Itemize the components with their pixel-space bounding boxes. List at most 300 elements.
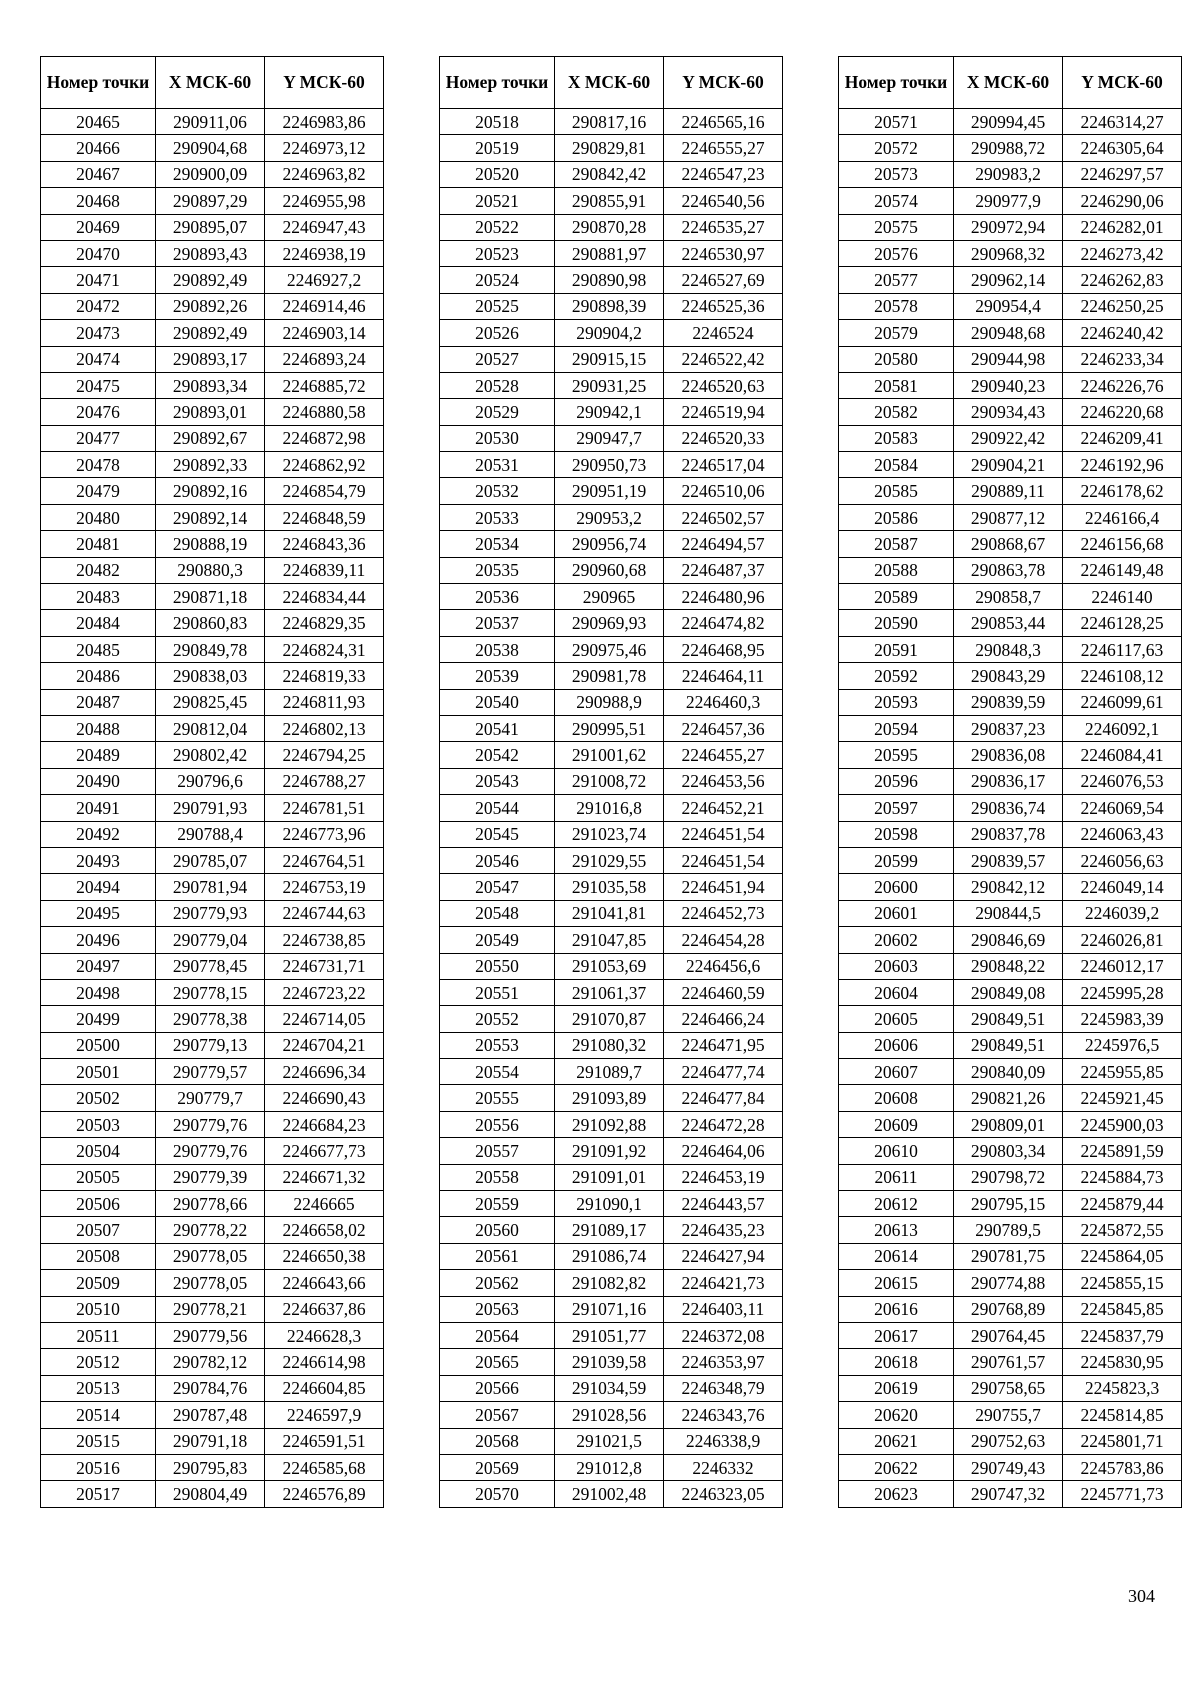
table-row: [839, 452, 1182, 478]
cell-point-number: 20563: [440, 1296, 555, 1322]
table-row: [839, 320, 1182, 346]
cell-y-coordinate: 2246012,17: [1063, 953, 1182, 979]
cell-point-number: 20562: [440, 1270, 555, 1296]
table-row: [41, 267, 384, 293]
cell-x-coordinate: 290889,11: [954, 478, 1063, 504]
table-row: [440, 478, 783, 504]
cell-point-number: 20474: [41, 346, 156, 372]
cell-point-number: 20540: [440, 689, 555, 715]
cell-point-number: 20524: [440, 267, 555, 293]
table-row: [41, 1402, 384, 1428]
table-row: [440, 425, 783, 451]
cell-y-coordinate: 2246738,85: [265, 927, 384, 953]
cell-y-coordinate: 2246547,23: [664, 161, 783, 187]
cell-point-number: 20606: [839, 1032, 954, 1058]
cell-point-number: 20493: [41, 847, 156, 873]
cell-y-coordinate: 2246802,13: [265, 715, 384, 741]
table-row: [440, 1138, 783, 1164]
cell-y-coordinate: 2246665: [265, 1191, 384, 1217]
table-row: [839, 478, 1182, 504]
cell-y-coordinate: 2246614,98: [265, 1349, 384, 1375]
table-row: [839, 1375, 1182, 1401]
cell-x-coordinate: 290840,09: [954, 1059, 1063, 1085]
cell-point-number: 20530: [440, 425, 555, 451]
cell-point-number: 20516: [41, 1454, 156, 1480]
cell-point-number: 20580: [839, 346, 954, 372]
table-row: [440, 1349, 783, 1375]
cell-x-coordinate: 290789,5: [954, 1217, 1063, 1243]
cell-x-coordinate: 290922,42: [954, 425, 1063, 451]
cell-point-number: 20607: [839, 1059, 954, 1085]
cell-y-coordinate: 2246435,23: [664, 1217, 783, 1243]
table-row: [440, 161, 783, 187]
cell-x-coordinate: 290836,17: [954, 768, 1063, 794]
cell-point-number: 20578: [839, 293, 954, 319]
table-row: [41, 584, 384, 610]
cell-y-coordinate: 2246535,27: [664, 214, 783, 240]
cell-point-number: 20577: [839, 267, 954, 293]
cell-y-coordinate: 2246540,56: [664, 188, 783, 214]
cell-point-number: 20548: [440, 900, 555, 926]
table-row: [440, 188, 783, 214]
cell-x-coordinate: 290892,16: [156, 478, 265, 504]
table-row: [839, 1059, 1182, 1085]
cell-y-coordinate: 2246039,2: [1063, 900, 1182, 926]
cell-y-coordinate: 2246650,38: [265, 1243, 384, 1269]
table-row: [440, 1191, 783, 1217]
cell-x-coordinate: 291028,56: [555, 1402, 664, 1428]
cell-y-coordinate: 2246781,51: [265, 795, 384, 821]
table-row: [839, 346, 1182, 372]
cell-y-coordinate: 2246527,69: [664, 267, 783, 293]
cell-x-coordinate: 290911,06: [156, 109, 265, 135]
cell-point-number: 20525: [440, 293, 555, 319]
table-row: [440, 372, 783, 398]
cell-y-coordinate: 2246487,37: [664, 557, 783, 583]
cell-y-coordinate: 2245814,85: [1063, 1402, 1182, 1428]
table-row: [41, 240, 384, 266]
table-row: [839, 135, 1182, 161]
cell-x-coordinate: 290960,68: [555, 557, 664, 583]
cell-y-coordinate: 2246156,68: [1063, 531, 1182, 557]
cell-y-coordinate: 2246938,19: [265, 240, 384, 266]
cell-x-coordinate: 291091,92: [555, 1138, 664, 1164]
table-row: [41, 874, 384, 900]
cell-x-coordinate: 291021,5: [555, 1428, 664, 1454]
cell-x-coordinate: 290779,04: [156, 927, 265, 953]
cell-y-coordinate: 2246517,04: [664, 452, 783, 478]
cell-y-coordinate: 2246166,4: [1063, 504, 1182, 530]
table-row: [839, 1428, 1182, 1454]
cell-point-number: 20544: [440, 795, 555, 821]
table-row: [839, 1243, 1182, 1269]
page-number: 304: [1128, 1586, 1155, 1606]
cell-point-number: 20553: [440, 1032, 555, 1058]
table-row: [41, 214, 384, 240]
cell-y-coordinate: 2246472,28: [664, 1111, 783, 1137]
table-row: [41, 1085, 384, 1111]
cell-x-coordinate: 290895,07: [156, 214, 265, 240]
cell-x-coordinate: 290774,88: [954, 1270, 1063, 1296]
cell-point-number: 20499: [41, 1006, 156, 1032]
cell-x-coordinate: 290904,68: [156, 135, 265, 161]
cell-x-coordinate: 290752,63: [954, 1428, 1063, 1454]
table-row: [41, 663, 384, 689]
cell-point-number: 20468: [41, 188, 156, 214]
table-row: [839, 821, 1182, 847]
cell-x-coordinate: 290795,15: [954, 1191, 1063, 1217]
cell-point-number: 20487: [41, 689, 156, 715]
table-row: [440, 979, 783, 1005]
table-row: [41, 689, 384, 715]
table-row: [839, 1454, 1182, 1480]
table-row: [839, 504, 1182, 530]
cell-y-coordinate: 2246348,79: [664, 1375, 783, 1401]
table-row: [839, 267, 1182, 293]
table-row: [41, 293, 384, 319]
cell-y-coordinate: 2246973,12: [265, 135, 384, 161]
cell-x-coordinate: 290779,93: [156, 900, 265, 926]
cell-x-coordinate: 291012,8: [555, 1454, 664, 1480]
cell-y-coordinate: 2246453,19: [664, 1164, 783, 1190]
cell-y-coordinate: 2245995,28: [1063, 979, 1182, 1005]
cell-point-number: 20536: [440, 584, 555, 610]
cell-y-coordinate: 2246885,72: [265, 372, 384, 398]
cell-x-coordinate: 290956,74: [555, 531, 664, 557]
cell-point-number: 20605: [839, 1006, 954, 1032]
cell-point-number: 20494: [41, 874, 156, 900]
cell-x-coordinate: 290892,67: [156, 425, 265, 451]
table-row: [41, 425, 384, 451]
cell-x-coordinate: 290837,78: [954, 821, 1063, 847]
table-row: [440, 214, 783, 240]
cell-y-coordinate: 2246108,12: [1063, 663, 1182, 689]
cell-y-coordinate: 2246466,24: [664, 1006, 783, 1032]
cell-point-number: 20570: [440, 1481, 555, 1507]
cell-point-number: 20512: [41, 1349, 156, 1375]
cell-y-coordinate: 2246451,54: [664, 821, 783, 847]
cell-y-coordinate: 2246829,35: [265, 610, 384, 636]
table-row: [440, 135, 783, 161]
header-point-number: Номер точки: [440, 57, 555, 109]
table-row: [440, 531, 783, 557]
cell-x-coordinate: 290965: [555, 584, 664, 610]
cell-point-number: 20483: [41, 584, 156, 610]
cell-point-number: 20598: [839, 821, 954, 847]
cell-point-number: 20511: [41, 1322, 156, 1348]
cell-x-coordinate: 290940,23: [954, 372, 1063, 398]
cell-point-number: 20542: [440, 742, 555, 768]
cell-x-coordinate: 290778,05: [156, 1243, 265, 1269]
cell-point-number: 20549: [440, 927, 555, 953]
cell-x-coordinate: 290846,69: [954, 927, 1063, 953]
table-row: [41, 188, 384, 214]
table-row: [839, 636, 1182, 662]
cell-y-coordinate: 2246305,64: [1063, 135, 1182, 161]
cell-point-number: 20520: [440, 161, 555, 187]
header-y-msk60: Y МСК-60: [664, 57, 783, 109]
cell-y-coordinate: 2246510,06: [664, 478, 783, 504]
cell-point-number: 20608: [839, 1085, 954, 1111]
cell-y-coordinate: 2246455,27: [664, 742, 783, 768]
cell-x-coordinate: 290898,39: [555, 293, 664, 319]
table-row: [41, 1375, 384, 1401]
cell-x-coordinate: 290778,22: [156, 1217, 265, 1243]
cell-y-coordinate: 2246788,27: [265, 768, 384, 794]
table-row: [41, 715, 384, 741]
cell-y-coordinate: 2245976,5: [1063, 1032, 1182, 1058]
cell-y-coordinate: 2246773,96: [265, 821, 384, 847]
cell-y-coordinate: 2246297,57: [1063, 161, 1182, 187]
cell-y-coordinate: 2246764,51: [265, 847, 384, 873]
cell-x-coordinate: 290843,29: [954, 663, 1063, 689]
cell-x-coordinate: 290848,3: [954, 636, 1063, 662]
table-row: [41, 927, 384, 953]
cell-x-coordinate: 290755,7: [954, 1402, 1063, 1428]
cell-point-number: 20600: [839, 874, 954, 900]
table-row: [440, 715, 783, 741]
cell-y-coordinate: 2245830,95: [1063, 1349, 1182, 1375]
cell-point-number: 20479: [41, 478, 156, 504]
cell-y-coordinate: 2246468,95: [664, 636, 783, 662]
cell-y-coordinate: 2246848,59: [265, 504, 384, 530]
cell-point-number: 20488: [41, 715, 156, 741]
cell-x-coordinate: 290817,16: [555, 109, 664, 135]
cell-point-number: 20535: [440, 557, 555, 583]
cell-x-coordinate: 290892,26: [156, 293, 265, 319]
cell-x-coordinate: 290781,75: [954, 1243, 1063, 1269]
cell-point-number: 20568: [440, 1428, 555, 1454]
table-row: [839, 1217, 1182, 1243]
cell-point-number: 20566: [440, 1375, 555, 1401]
cell-y-coordinate: 2245864,05: [1063, 1243, 1182, 1269]
table-row: [440, 109, 783, 135]
table-row: [839, 927, 1182, 953]
cell-point-number: 20559: [440, 1191, 555, 1217]
cell-y-coordinate: 2246178,62: [1063, 478, 1182, 504]
table-row: [440, 610, 783, 636]
header-point-number: Номер точки: [839, 57, 954, 109]
table-row: [41, 1481, 384, 1507]
cell-y-coordinate: 2246471,95: [664, 1032, 783, 1058]
cell-x-coordinate: 290892,49: [156, 267, 265, 293]
table-row: [41, 1349, 384, 1375]
table-row: [839, 1032, 1182, 1058]
cell-y-coordinate: 2246576,89: [265, 1481, 384, 1507]
table-row: [41, 1032, 384, 1058]
cell-point-number: 20477: [41, 425, 156, 451]
cell-y-coordinate: 2246658,02: [265, 1217, 384, 1243]
table-row: [440, 1428, 783, 1454]
cell-point-number: 20514: [41, 1402, 156, 1428]
cell-x-coordinate: 291001,62: [555, 742, 664, 768]
table-row: [41, 953, 384, 979]
cell-point-number: 20573: [839, 161, 954, 187]
table-row: [839, 1164, 1182, 1190]
cell-point-number: 20521: [440, 188, 555, 214]
cell-point-number: 20466: [41, 135, 156, 161]
cell-point-number: 20541: [440, 715, 555, 741]
table-row: [440, 1454, 783, 1480]
table-row: [440, 399, 783, 425]
cell-x-coordinate: 290779,7: [156, 1085, 265, 1111]
cell-x-coordinate: 290803,34: [954, 1138, 1063, 1164]
cell-point-number: 20574: [839, 188, 954, 214]
table-row: [440, 1375, 783, 1401]
header-x-msk60: X МСК-60: [954, 57, 1063, 109]
cell-y-coordinate: 2246282,01: [1063, 214, 1182, 240]
cell-x-coordinate: 290749,43: [954, 1454, 1063, 1480]
table-row: [839, 188, 1182, 214]
table-row: [41, 478, 384, 504]
table-row: [839, 1006, 1182, 1032]
cell-x-coordinate: 290953,2: [555, 504, 664, 530]
cell-x-coordinate: 290977,9: [954, 188, 1063, 214]
table-row: [440, 953, 783, 979]
cell-y-coordinate: 2246460,59: [664, 979, 783, 1005]
cell-point-number: 20526: [440, 320, 555, 346]
cell-y-coordinate: 2245783,86: [1063, 1454, 1182, 1480]
table-row: [440, 1217, 783, 1243]
cell-y-coordinate: 2245837,79: [1063, 1322, 1182, 1348]
cell-y-coordinate: 2246353,97: [664, 1349, 783, 1375]
cell-x-coordinate: 290915,15: [555, 346, 664, 372]
table-row: [41, 372, 384, 398]
cell-point-number: 20604: [839, 979, 954, 1005]
cell-y-coordinate: 2246927,2: [265, 267, 384, 293]
cell-point-number: 20620: [839, 1402, 954, 1428]
cell-point-number: 20617: [839, 1322, 954, 1348]
table-row: [839, 900, 1182, 926]
cell-y-coordinate: 2246451,94: [664, 874, 783, 900]
cell-y-coordinate: 2246443,57: [664, 1191, 783, 1217]
cell-y-coordinate: 2246452,21: [664, 795, 783, 821]
cell-x-coordinate: 290892,14: [156, 504, 265, 530]
cell-point-number: 20579: [839, 320, 954, 346]
table-row: [839, 293, 1182, 319]
table-row: [41, 900, 384, 926]
cell-x-coordinate: 290779,39: [156, 1164, 265, 1190]
cell-point-number: 20539: [440, 663, 555, 689]
cell-point-number: 20560: [440, 1217, 555, 1243]
cell-y-coordinate: 2246372,08: [664, 1322, 783, 1348]
cell-point-number: 20491: [41, 795, 156, 821]
cell-y-coordinate: 2246451,54: [664, 847, 783, 873]
cell-x-coordinate: 291093,89: [555, 1085, 664, 1111]
cell-point-number: 20497: [41, 953, 156, 979]
cell-point-number: 20564: [440, 1322, 555, 1348]
cell-y-coordinate: 2246453,56: [664, 768, 783, 794]
cell-y-coordinate: 2246690,43: [265, 1085, 384, 1111]
cell-x-coordinate: 290779,56: [156, 1322, 265, 1348]
cell-point-number: 20532: [440, 478, 555, 504]
cell-point-number: 20575: [839, 214, 954, 240]
cell-x-coordinate: 290848,22: [954, 953, 1063, 979]
cell-x-coordinate: 290892,49: [156, 320, 265, 346]
cell-y-coordinate: 2246454,28: [664, 927, 783, 953]
cell-x-coordinate: 290779,13: [156, 1032, 265, 1058]
cell-point-number: 20498: [41, 979, 156, 1005]
cell-y-coordinate: 2246494,57: [664, 531, 783, 557]
cell-point-number: 20595: [839, 742, 954, 768]
cell-x-coordinate: 290778,15: [156, 979, 265, 1005]
cell-y-coordinate: 2246338,9: [664, 1428, 783, 1454]
cell-point-number: 20590: [839, 610, 954, 636]
table-row: [41, 1428, 384, 1454]
cell-x-coordinate: 290948,68: [954, 320, 1063, 346]
cell-y-coordinate: 2246474,82: [664, 610, 783, 636]
cell-point-number: 20603: [839, 953, 954, 979]
coordinates-table-1: [40, 56, 384, 1508]
cell-point-number: 20581: [839, 372, 954, 398]
cell-x-coordinate: 290868,67: [954, 531, 1063, 557]
cell-point-number: 20509: [41, 1270, 156, 1296]
cell-x-coordinate: 291047,85: [555, 927, 664, 953]
table-row: [41, 847, 384, 873]
table-row: [440, 584, 783, 610]
cell-point-number: 20622: [839, 1454, 954, 1480]
cell-x-coordinate: 290761,57: [954, 1349, 1063, 1375]
cell-point-number: 20473: [41, 320, 156, 346]
table-row: [440, 768, 783, 794]
table-row: [839, 795, 1182, 821]
table-row: [41, 979, 384, 1005]
cell-point-number: 20609: [839, 1111, 954, 1137]
table-row: [839, 1111, 1182, 1137]
cell-point-number: 20610: [839, 1138, 954, 1164]
cell-point-number: 20501: [41, 1059, 156, 1085]
table-row: [839, 847, 1182, 873]
cell-point-number: 20480: [41, 504, 156, 530]
cell-y-coordinate: 2246273,42: [1063, 240, 1182, 266]
cell-y-coordinate: 2245983,39: [1063, 1006, 1182, 1032]
cell-point-number: 20503: [41, 1111, 156, 1137]
cell-y-coordinate: 2246555,27: [664, 135, 783, 161]
cell-x-coordinate: 290791,93: [156, 795, 265, 821]
cell-point-number: 20506: [41, 1191, 156, 1217]
cell-point-number: 20571: [839, 109, 954, 135]
cell-y-coordinate: 2246427,94: [664, 1243, 783, 1269]
cell-x-coordinate: 291016,8: [555, 795, 664, 821]
cell-x-coordinate: 290839,57: [954, 847, 1063, 873]
cell-y-coordinate: 2246456,6: [664, 953, 783, 979]
cell-y-coordinate: 2246704,21: [265, 1032, 384, 1058]
table-row: [440, 452, 783, 478]
cell-y-coordinate: 2246117,63: [1063, 636, 1182, 662]
cell-x-coordinate: 290954,4: [954, 293, 1063, 319]
cell-x-coordinate: 291089,17: [555, 1217, 664, 1243]
cell-point-number: 20545: [440, 821, 555, 847]
cell-y-coordinate: 2246502,57: [664, 504, 783, 530]
cell-point-number: 20531: [440, 452, 555, 478]
cell-x-coordinate: 290995,51: [555, 715, 664, 741]
cell-y-coordinate: 2246963,82: [265, 161, 384, 187]
cell-y-coordinate: 2246056,63: [1063, 847, 1182, 873]
cell-point-number: 20569: [440, 1454, 555, 1480]
cell-point-number: 20469: [41, 214, 156, 240]
table-row: [839, 689, 1182, 715]
table-row: [440, 847, 783, 873]
cell-y-coordinate: 2245855,15: [1063, 1270, 1182, 1296]
cell-y-coordinate: 2246684,23: [265, 1111, 384, 1137]
cell-y-coordinate: 2245884,73: [1063, 1164, 1182, 1190]
table-row: [839, 399, 1182, 425]
cell-point-number: 20592: [839, 663, 954, 689]
cell-point-number: 20565: [440, 1349, 555, 1375]
cell-point-number: 20619: [839, 1375, 954, 1401]
cell-x-coordinate: 291091,01: [555, 1164, 664, 1190]
cell-y-coordinate: 2246323,05: [664, 1481, 783, 1507]
